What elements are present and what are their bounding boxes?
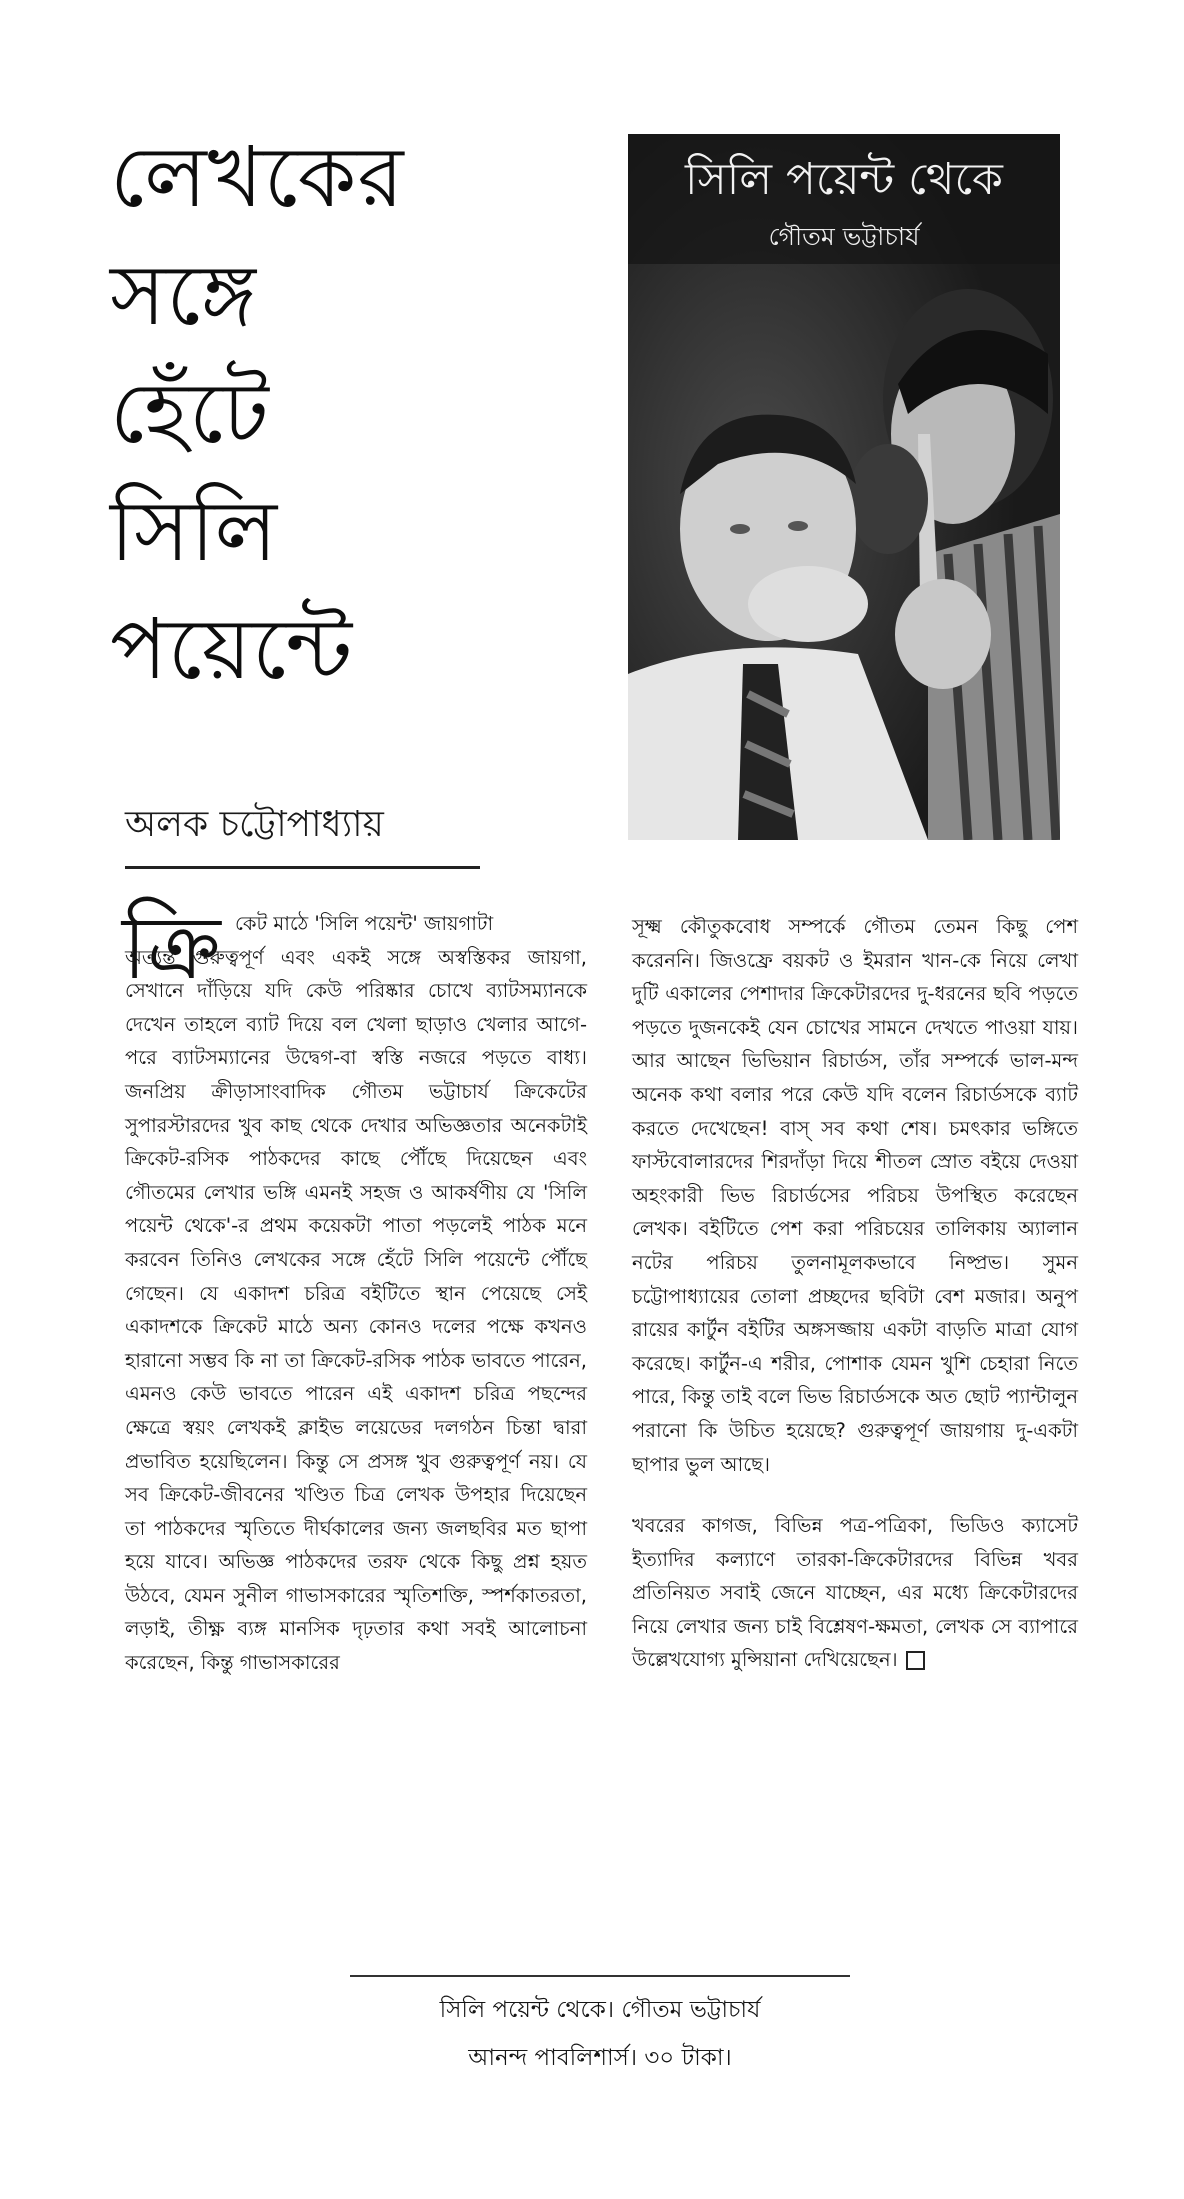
footer-rule bbox=[350, 1975, 850, 1977]
headline-line: পয়েন্টে bbox=[110, 600, 354, 698]
article-lead: কেট মাঠে 'সিলি পয়েন্ট' জায়গাটা bbox=[235, 912, 494, 935]
headline-line: সিলি bbox=[110, 482, 279, 580]
article-right-column bbox=[632, 910, 1078, 1705]
cover-title: সিলি পয়েন্ট থেকে bbox=[685, 154, 1003, 205]
headline-line: লেখকের bbox=[110, 128, 405, 226]
headline-line: সঙ্গে bbox=[110, 246, 257, 344]
drop-cap: ক্রি bbox=[122, 896, 221, 999]
end-mark-icon bbox=[906, 1651, 925, 1670]
book-credit-publisher: আনন্দ পাবলিশার্স। ৩০ টাকা। bbox=[468, 2045, 732, 2071]
headline bbox=[110, 118, 580, 708]
headline-line: হেঁটে bbox=[110, 364, 270, 462]
article-paragraph: খবরের কাগজ, বিভিন্ন পত্র-পত্রিকা, ভিডিও ক্যাসেট ইত্যাদির কল্যাণে তারকা-ক্রিকেটারদের বিভিন্ন খবর প্রতিনিয়ত সবাই জেনে যাচ্ছেন, এর মধ্যে ক্রিকেটারদের নিয়ে লেখার জন্য চাই বিশ্লেষণ-ক্ষমতা, লেখক সে ব্যাপারে উল্লেখযোগ্য মুন্সিয়ানা দেখিয়েছেন। bbox=[632, 1514, 1078, 1672]
article-left-column bbox=[125, 912, 587, 1680]
cover-author: গৌতম ভট্টাচার্য bbox=[768, 222, 920, 251]
article-body-left: অত্যন্ত গুরুত্বপূর্ণ এবং একই সঙ্গে অস্বস্তিকর জায়গা, সেখানে দাঁড়িয়ে যদি কেউ পরিষ্কার চোখে ব্যাটসম্যানকে দেখেন তাহলে ব্যাট দিয়ে বল খেলা ছাড়াও খেলার আগে-পরে ব্যাটসম্যানের উদ্বেগ-বা স্বস্তি নজরে পড়তে বাধ্য। জনপ্রিয় ক্রীড়াসাংবাদিক গৌতম ভট্টাচার্য ক্রিকেটের সুপারস্টারদের খুব কাছ থেকে দেখার অভিজ্ঞতার অনেকটাই ক্রিকেট-রসিক পাঠকদের কাছে পৌঁছে দিয়েছেন এবং গৌতমের লেখার ভঙ্গি এমনই সহজ ও আকর্ষণীয় যে 'সিলি পয়েন্ট থেকে'-র প্রথম কয়েকটা পাতা পড়লেই পাঠক মনে করবেন তিনিও লেখকের সঙ্গে হেঁটে সিলি পয়েন্টে পৌঁছে গেছেন। যে একাদশ চরিত্র বইটিতে স্থান পেয়েছে সেই একাদশকে ক্রিকেট মাঠে অন্য কোনও দলের পক্ষে কখনও হারানো সম্ভব কি না তা ক্রিকেট-রসিক পাঠক ভাবতে পারেন, এমনও কেউ ভাবতে পারেন এই একাদশ চরিত্র পছন্দের ক্ষেত্রে স্বয়ং লেখকই ক্লাইভ লয়েডের দলগঠন চিন্তা দ্বারা প্রভাবিত হয়েছিলেন। কিন্তু সে প্রসঙ্গ খুব গুরুত্বপূর্ণ নয়। যে সব ক্রিকেট-জীবনের খণ্ডিত চিত্র লেখক উপহার দিয়েছেন তা পাঠকদের স্মৃতিতে দীর্ঘকালের জন্য জলছবির মত ছাপা হয়ে যাবে। অভিজ্ঞ পাঠকদের তরফ থেকে কিছু প্রশ্ন হয়ত উঠবে, যেমন সুনীল গাভাসকারের স্মৃতিশক্তি, স্পর্শকাতরতা, লড়াই, তীক্ষ্ণ ব্যঙ্গ মানসিক দৃঢ়তার কথা সবই আলোচনা করেছেন, কিন্তু গাভাসকারের bbox=[125, 945, 587, 1675]
byline: অলক চট্টোপাধ্যায় bbox=[125, 804, 384, 845]
byline-rule bbox=[125, 866, 480, 869]
book-credit-title: সিলি পয়েন্ট থেকে। গৌতম ভট্টাচার্য bbox=[439, 1997, 761, 2023]
article-paragraph: সূক্ষ্ম কৌতুকবোধ সম্পর্কে গৌতম তেমন কিছু পেশ করেননি। জিওফ্রে বয়কট ও ইমরান খান-কে নিয়ে লেখা দুটি একালের পেশাদার ক্রিকেটারদের দু-ধরনের ছবি পড়তে পড়তে দুজনকেই যেন চোখের সামনে দেখতে পাওয়া যায়। আর আছেন ভিভিয়ান রিচার্ডস, তাঁর সম্পর্কে ভাল-মন্দ অনেক কথা বলার পরে কেউ যদি বলেন রিচার্ডসকে ব্যাট করতে দেখেছেন! বাস্ সব কথা শেষ। চমৎকার ভঙ্গিতে ফাস্টবোলারদের শিরদাঁড়া দিয়ে শীতল স্রোত বইয়ে দেওয়া অহংকারী ভিভ রিচার্ডসের পরিচয় উপস্থিত করেছেন লেখক। বইটিতে পেশ করা পরিচয়ের তালিকায় অ্যালান নটের পরিচয় তুলনামূলকভাবে নিষ্প্রভ। সুমন চট্টোপাধ্যায়ের তোলা প্রচ্ছদের ছবিটা বেশ মজার। অনুপ রায়ের কার্টুন বইটির অঙ্গসজ্জায় একটা বাড়তি মাত্রা যোগ করেছে। কার্টুন-এ শরীর, পোশাক যেমন খুশি চেহারা নিতে পারে, কিন্তু তাই বলে ভিভ রিচার্ডসকে অত ছোট প্যান্টালুন পরানো কি উচিত হয়েছে? গুরুত্বপূর্ণ জায়গায় দু-একটা ছাপার ভুল আছে। bbox=[632, 915, 1078, 1476]
book-cover-photo bbox=[628, 134, 1060, 840]
